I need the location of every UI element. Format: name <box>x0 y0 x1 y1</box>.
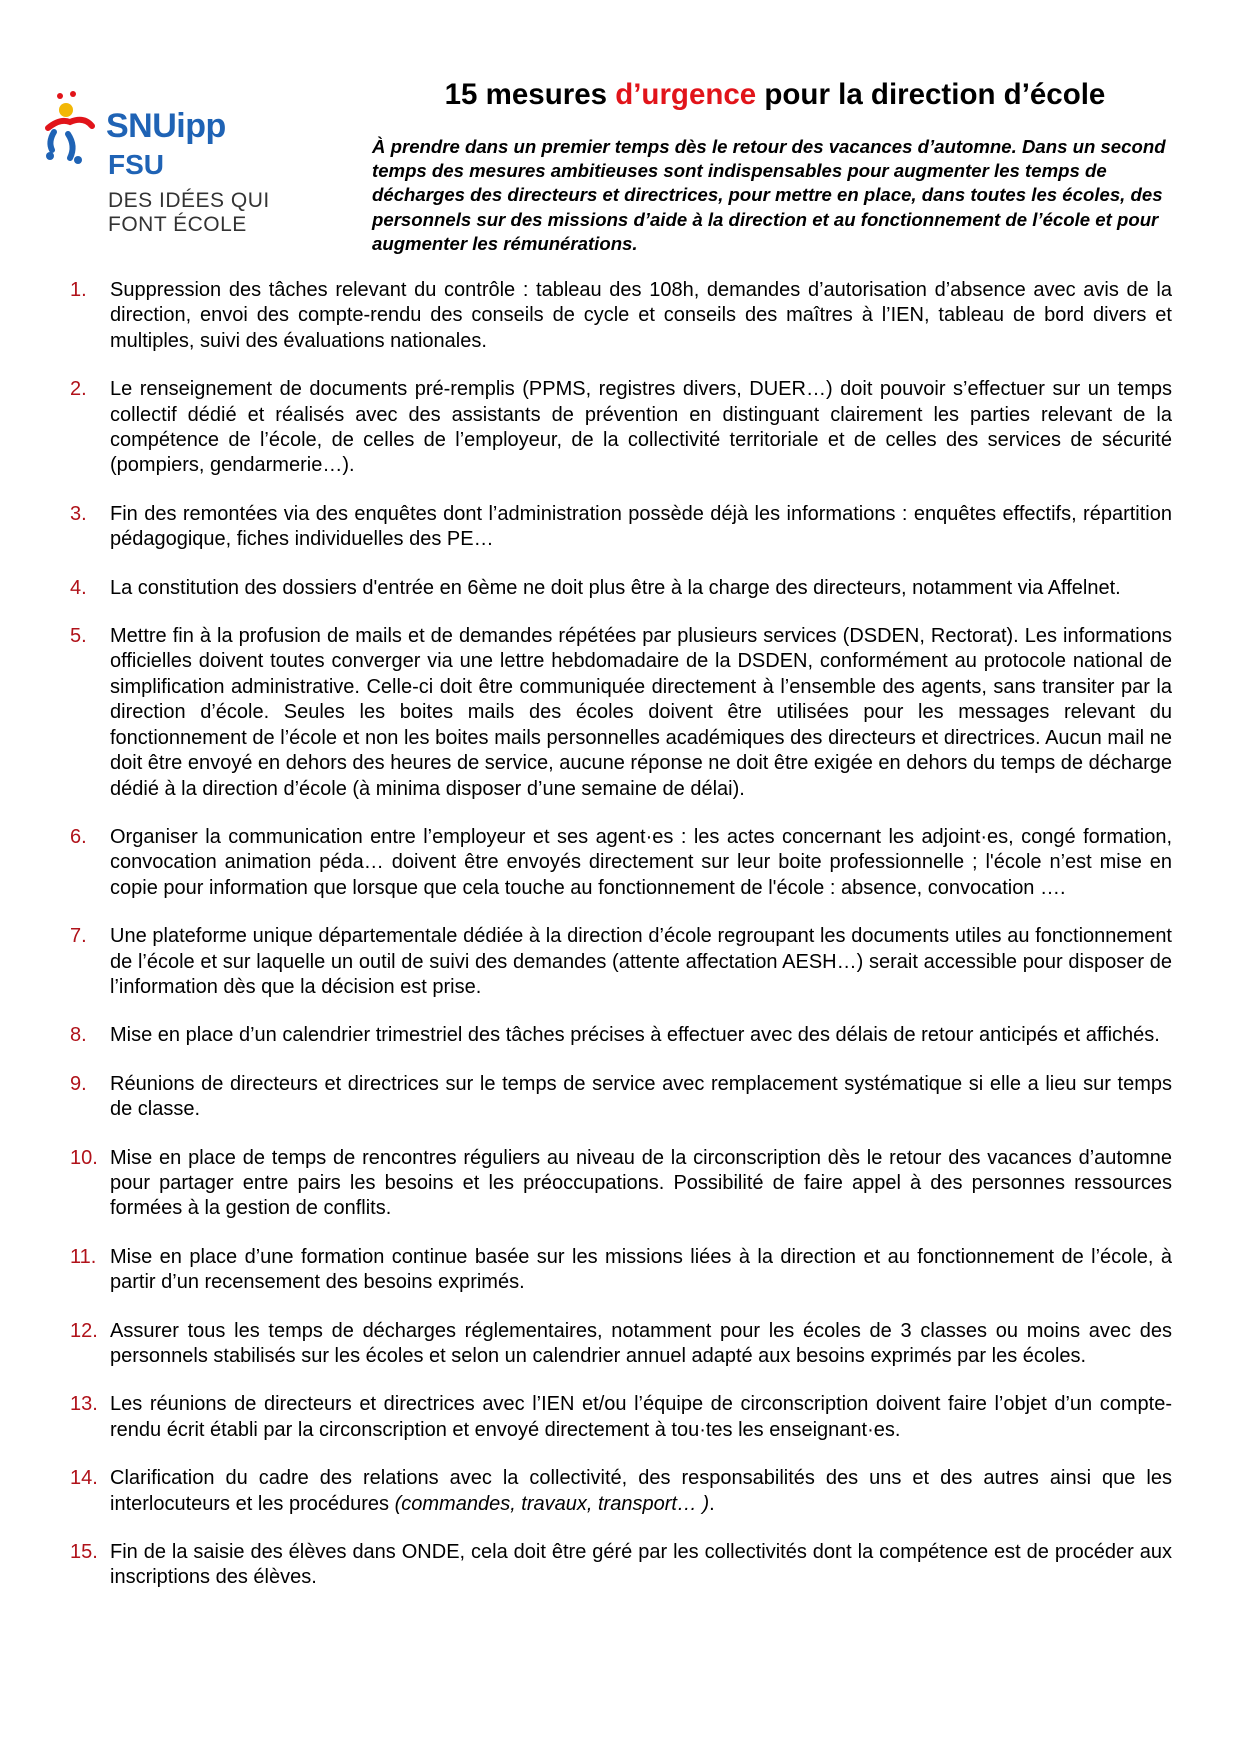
measure-text-main: Assurer tous les temps de décharges réglementaires, notamment pour les écoles de 3 classes ou moins avec des personnels stabilisés sur les écoles et selon un calendrier annuel adapté aux besoins exprimés par les écoles. <box>110 1319 1172 1367</box>
measure-text <box>110 1392 1172 1443</box>
measure-item <box>70 1245 1172 1296</box>
measure-item <box>70 624 1172 802</box>
measure-item <box>70 502 1172 553</box>
measure-item <box>70 1023 1172 1048</box>
measure-text <box>110 1319 1172 1370</box>
measure-text <box>110 576 1172 601</box>
measure-text-main: Réunions de directeurs et directrices sur le temps de service avec remplacement systématique si elle a lieu sur temps de classe. <box>110 1072 1172 1121</box>
measure-item <box>70 576 1172 601</box>
measure-text <box>110 1072 1172 1123</box>
measure-number: 3. <box>70 502 87 525</box>
measure-item <box>70 1392 1172 1443</box>
measure-text <box>110 1466 1172 1517</box>
measure-text-main: Une plateforme unique départementale dédiée à la direction d’école regroupant les documents utiles au fonctionnement de l’école et sur laquelle un outil de suivi des demandes (attente affectation AESH…) serait accessible pour disposer de l’information dès que la décision est prise. <box>110 925 1172 998</box>
measure-number: 11. <box>70 1245 97 1268</box>
measure-number: 9. <box>70 1072 87 1095</box>
measure-text <box>110 825 1172 901</box>
measure-number: 5. <box>70 625 87 648</box>
logo-tagline: DES IDÉES QUI FONT ÉCOLE <box>108 189 270 236</box>
measure-number: 8. <box>70 1024 87 1047</box>
measure-number: 10. <box>70 1146 98 1169</box>
logo-name: SNUipp <box>106 107 226 145</box>
measure-item <box>70 377 1172 479</box>
measure-text <box>110 1540 1172 1591</box>
measure-text-main: Fin des remontées via des enquêtes dont l’administration possède déjà les informations : enquêtes effectifs, répartition pédagogique, fiches individuelles des PE… <box>110 502 1172 551</box>
measures-list <box>70 278 1172 1614</box>
title-suffix: pour la direction d’école <box>756 78 1106 111</box>
measure-number: 6. <box>70 825 87 848</box>
measure-item <box>70 1466 1172 1517</box>
measure-text-main: Les réunions de directeurs et directrices avec l’IEN et/ou l’équipe de circonscription doivent faire l’objet d’un compte-rendu écrit établi par la circonscription et envoyé directement à tou·tes les enseignant·es. <box>110 1393 1172 1441</box>
measure-text-main: Clarification du cadre des relations avec la collectivité, des responsabilités des uns et des autres ainsi que les interlocuteurs et les procédures <box>110 1467 1172 1515</box>
measure-text-main: Mettre fin à la profusion de mails et de demandes répétées par plusieurs services (DSDEN, Rectorat). Les informations officielles doivent toutes converger via une lettre hebdomadaire de la DSDEN, conformément au protocole national de simplification administrative. Celle-ci doit être communiquée directement à l’ensemble des agents, sans transiter par la direction d’école. Seules les boites mails des écoles doivent être utilisées pour les messages relevant du fonctionnement de l’école et non les boites mails personnelles académiques des directeurs et directrices. Aucun mail ne doit être envoyé en dehors des heures de service, aucune réponse ne doit être exigée en dehors du temps de décharge dédié à la direction d’école (à minima disposer d’une semaine de délai). <box>110 625 1172 800</box>
measure-item <box>70 1319 1172 1370</box>
measure-text-main: Mise en place d’une formation continue basée sur les missions liées à la direction et au fonctionnement de l’école, à partir d’un recensement des besoins exprimés. <box>110 1245 1172 1294</box>
measure-text <box>110 924 1172 1000</box>
measure-text-main: Suppression des tâches relevant du contrôle : tableau des 108h, demandes d’autorisation d’absence avec avis de la direction, envoi des compte-rendu des conseils de cycle et conseils des maîtres à l’IEN, tableau de bord divers et multiples, suivi des évaluations nationales. <box>110 279 1172 352</box>
measure-text <box>110 1023 1172 1048</box>
measure-text-main: La constitution des dossiers d'entrée en 6ème ne doit plus être à la charge des directeurs, notamment via Affelnet. <box>110 576 1121 599</box>
measure-text <box>110 1245 1172 1296</box>
measure-item <box>70 825 1172 901</box>
measure-text <box>110 624 1172 802</box>
measure-number: 1. <box>70 279 87 301</box>
measure-number: 13. <box>70 1393 98 1416</box>
measure-text-main: Mise en place de temps de rencontres réguliers au niveau de la circonscription dès le retour des vacances d’automne pour partager entre pairs les besoins et les préoccupations. Possibilité de faire appel à des personnes ressources formées à la gestion de conflits. <box>110 1146 1172 1220</box>
measure-text-main: Fin de la saisie des élèves dans ONDE, cela doit être géré par les collectivités dont la compétence est de procéder aux inscriptions des élèves. <box>110 1541 1172 1589</box>
measure-text-main: Organiser la communication entre l’employeur et ses agent·es : les actes concernant les adjoint·es, congé formation, convocation animation péda… doivent être envoyés directement sur leur boite professionnelle ; l'école n’est mise en copie pour information que lorsque que cela touche au fonctionnement de l'école : absence, convocation …. <box>110 825 1172 899</box>
child-figure-icon <box>40 88 110 168</box>
measure-item <box>70 924 1172 1000</box>
measure-item <box>70 1072 1172 1123</box>
title-prefix: 15 mesures <box>444 78 616 111</box>
measure-number: 7. <box>70 925 87 948</box>
intro-paragraph: À prendre dans un premier temps dès le retour des vacances d’automne. Dans un second temps des mesures ambitieuses sont indispensables pour augmenter les temps de décharges des directeurs et directrices, pour mettre en place, dans toutes les écoles, des personnels sur des missions d’aide à la direction et au fonctionnement de l’école et pour augmenter les rémunérations. <box>372 136 1166 254</box>
measure-text-main: Le renseignement de documents pré-remplis (PPMS, registres divers, DUER…) doit pouvoir s’effectuer sur un temps collectif dédié et réalisés avec des assistants de prévention en distinguant clairement les parties relevant de la compétence de l’école, de celles de l’employeur, de la collectivité territoriale et de celles des services de sécurité (pompiers, gendarmerie…). <box>110 378 1172 477</box>
measure-item <box>70 1146 1172 1222</box>
measure-text <box>110 1146 1172 1222</box>
snuipp-logo <box>40 88 330 236</box>
logo-sub: FSU <box>108 149 164 180</box>
measure-text-main: Mise en place d’un calendrier trimestriel des tâches précises à effectuer avec des délais de retour anticipés et affichés. <box>110 1024 1160 1047</box>
measure-text <box>110 502 1172 553</box>
measure-item <box>70 1540 1172 1591</box>
measure-text-italic: (commandes, travaux, transport… ) <box>394 1492 710 1515</box>
measure-text <box>110 278 1172 354</box>
title-accent: d’urgence <box>615 78 757 111</box>
measure-number: 12. <box>70 1319 98 1342</box>
page-title <box>390 78 1160 112</box>
measure-number: 4. <box>70 576 87 599</box>
measure-text-end: . <box>709 1492 715 1515</box>
measure-number: 14. <box>70 1467 98 1490</box>
measure-item <box>70 278 1172 354</box>
measure-number: 15. <box>70 1541 98 1564</box>
measure-number: 2. <box>70 378 87 401</box>
measure-text <box>110 377 1172 479</box>
